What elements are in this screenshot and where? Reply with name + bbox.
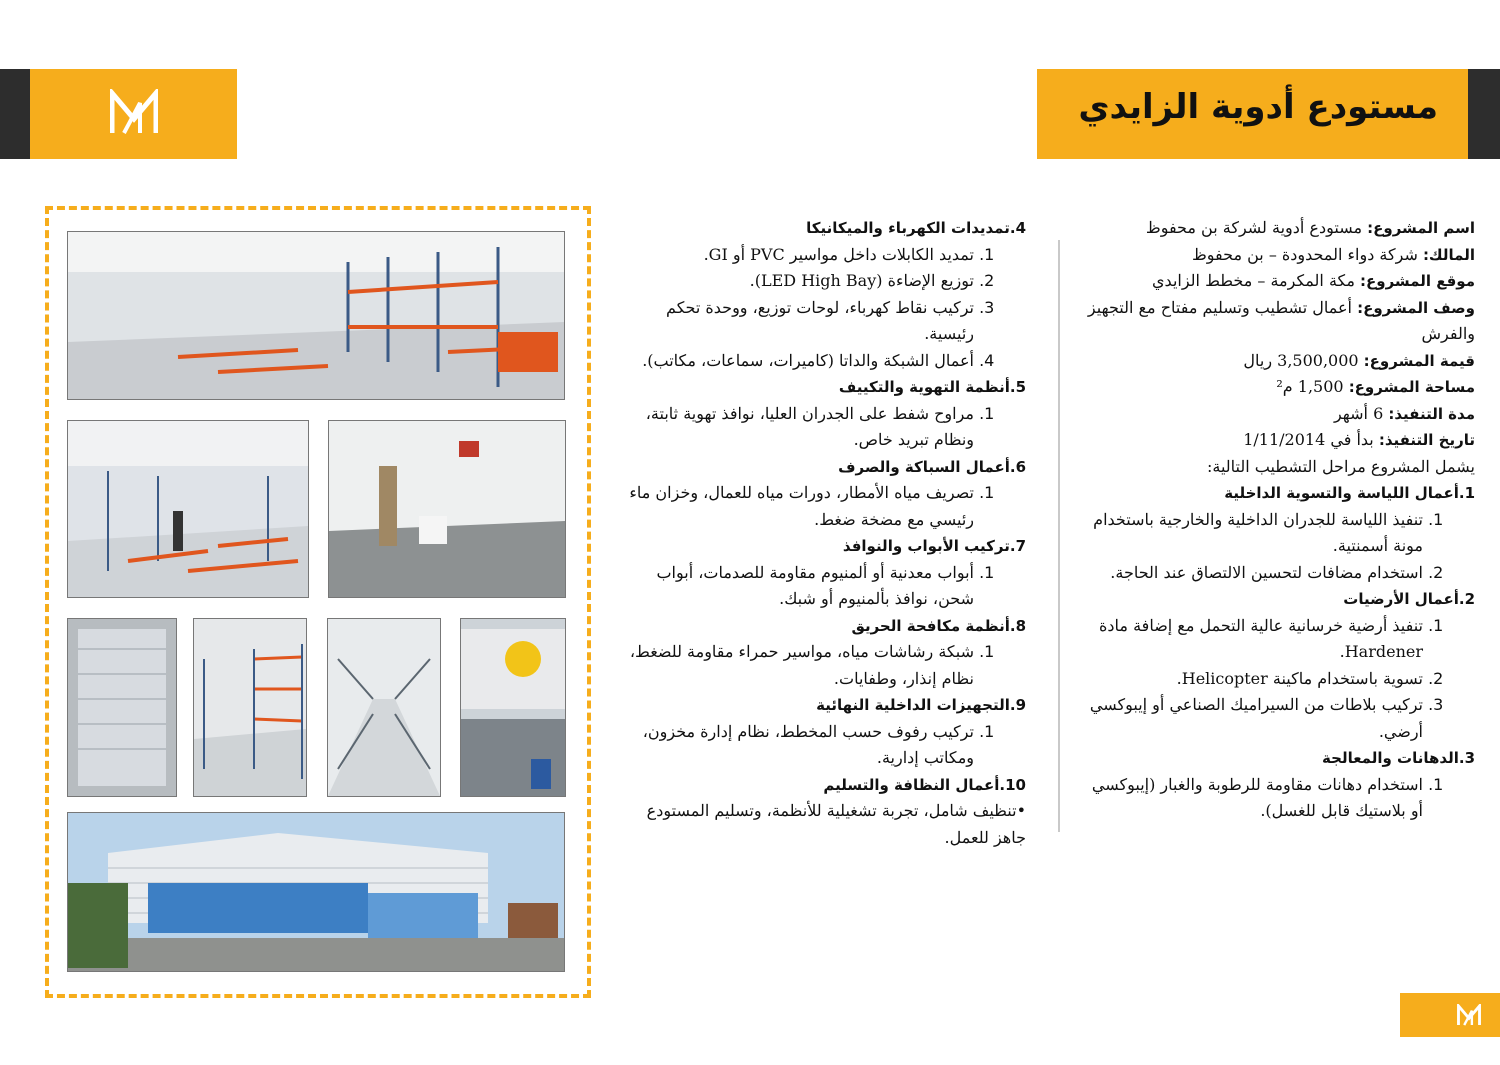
warehouse-interior-photo: [67, 420, 309, 598]
list-item: 2. تسوية باستخدام ماكينة Helicopter.: [1075, 666, 1423, 693]
section-title: 4.تمديدات الكهرباء والميكانيكا: [806, 219, 1026, 237]
list-item: 1. تمديد الكابلات داخل مواسير PVC أو GI.: [618, 242, 974, 269]
floor-painting-photo: [328, 420, 566, 598]
section-list: [1075, 772, 1475, 825]
list-item: 1. شبكة رشاشات مياه، مواسير حمراء مقاومة للضغط، نظام إنذار، وطفايات.: [618, 639, 974, 692]
section-title: 7.تركيب الأبواب والنوافذ: [842, 537, 1026, 555]
info-name: اسم المشروع: مستودع أدوية لشركة بن محفوظ: [1145, 218, 1475, 237]
list-item: 1. أبواب معدنية أو ألمنيوم مقاومة للصدمات، أبواب شحن، نوافذ بألمنيوم أو شبك.: [618, 560, 974, 613]
warehouse-exterior-photo: [67, 812, 565, 972]
info-duration: مدة التنفيذ: 6 أشهر: [1333, 403, 1475, 423]
info-location: موقع المشروع: مكة المكرمة – مخطط الزايدي: [1152, 271, 1475, 290]
section-list: [618, 242, 1026, 375]
rack-aisle-photo: [193, 618, 307, 797]
storage-aisle-photo: [327, 618, 441, 797]
logo-band: [30, 69, 237, 159]
section-title: 8.أنظمة مكافحة الحريق: [851, 616, 1026, 635]
title-band: [1037, 69, 1468, 159]
column-divider: [1058, 240, 1060, 832]
info-value: قيمة المشروع: 3,500,000 ريال: [1243, 350, 1475, 370]
info-intro: يشمل المشروع مراحل التشطيب التالية:: [1206, 456, 1475, 476]
section-title: 1.أعمال اللياسة والتسوية الداخلية: [1224, 484, 1475, 502]
list-item: 1. تركيب رفوف حسب المخطط، نظام إدارة مخزون، ومكاتب إدارية.: [618, 719, 974, 772]
section-title: 10.أعمال النظافة والتسليم: [823, 775, 1026, 794]
list-item: 1. تصريف مياه الأمطار، دورات مياه للعمال، وخزان ماء رئيسي مع مضخة ضغط.: [618, 480, 974, 533]
list-item: 1. تنفيذ أرضية خرسانية عالية التحمل مع إضافة مادة Hardener.: [1075, 613, 1423, 666]
section-title: 2.أعمال الأرضيات: [1343, 590, 1475, 608]
list-item: 4. أعمال الشبكة والداتا (كاميرات، سماعات، مكاتب).: [618, 348, 974, 375]
section-list: [1075, 507, 1475, 587]
footer-band: [1400, 993, 1500, 1037]
info-area: مساحة المشروع: 1,500 م²: [1276, 377, 1475, 396]
section-title: 5.أنظمة التهوية والتكييف: [838, 378, 1026, 396]
project-info-column: [1075, 215, 1475, 825]
header-left-dark-strip: [0, 69, 30, 159]
section-list: [618, 560, 1026, 613]
shop-front-photo: [460, 618, 566, 797]
section-list: [618, 639, 1026, 692]
header-right-dark-strip: [1468, 69, 1500, 159]
section-title: 9.التجهيزات الداخلية النهائية: [816, 696, 1026, 714]
list-item: 1. استخدام دهانات مقاومة للرطوبة والغبار (إيبوكسي أو بلاستيك قابل للغسل).: [1075, 772, 1423, 825]
info-owner: المالك: شركة دواء المحدودة – بن محفوظ: [1191, 244, 1475, 264]
info-date: تاريخ التنفيذ: بدأ في 1/11/2014: [1243, 430, 1475, 449]
section-list: [1075, 613, 1475, 746]
list-item: 2. توزيع الإضاءة (LED High Bay).: [618, 268, 974, 295]
m-logo-small-icon: [1456, 1004, 1482, 1026]
warehouse-racks-photo: [67, 231, 565, 400]
list-item: 3. تركيب بلاطات من السيراميك الصناعي أو إيبوكسي أرضي.: [1075, 692, 1423, 745]
section-title: 3.الدهانات والمعالجة: [1322, 749, 1475, 767]
list-item: 2. استخدام مضافات لتحسين الالتصاق عند الحاجة.: [1075, 560, 1423, 587]
page-title: مستودع أدوية الزايدي: [1078, 87, 1438, 127]
scope-column: [618, 215, 1026, 851]
section-body: •تنظيف شامل، تجربة تشغيلية للأنظمة، وتسليم المستودع جاهز للعمل.: [646, 801, 1026, 847]
m-logo-icon: [110, 89, 158, 135]
list-item: 1. تنفيذ اللياسة للجدران الداخلية والخارجية باستخدام مونة أسمنتية.: [1075, 507, 1423, 560]
info-description: وصف المشروع: أعمال تشطيب وتسليم مفتاح مع التجهيز والفرش: [1087, 297, 1475, 343]
list-item: 1. مراوح شفط على الجدران العليا، نوافذ تهوية ثابتة، ونظام تبريد خاص.: [618, 401, 974, 454]
shutter-door-photo: [67, 618, 177, 797]
section-list: [618, 480, 1026, 533]
list-item: 3. تركيب نقاط كهرباء، لوحات توزيع، ووحدة تحكم رئيسية.: [618, 295, 974, 348]
section-title: 6.أعمال السباكة والصرف: [838, 457, 1026, 476]
section-list: [618, 719, 1026, 772]
section-list: [618, 401, 1026, 454]
